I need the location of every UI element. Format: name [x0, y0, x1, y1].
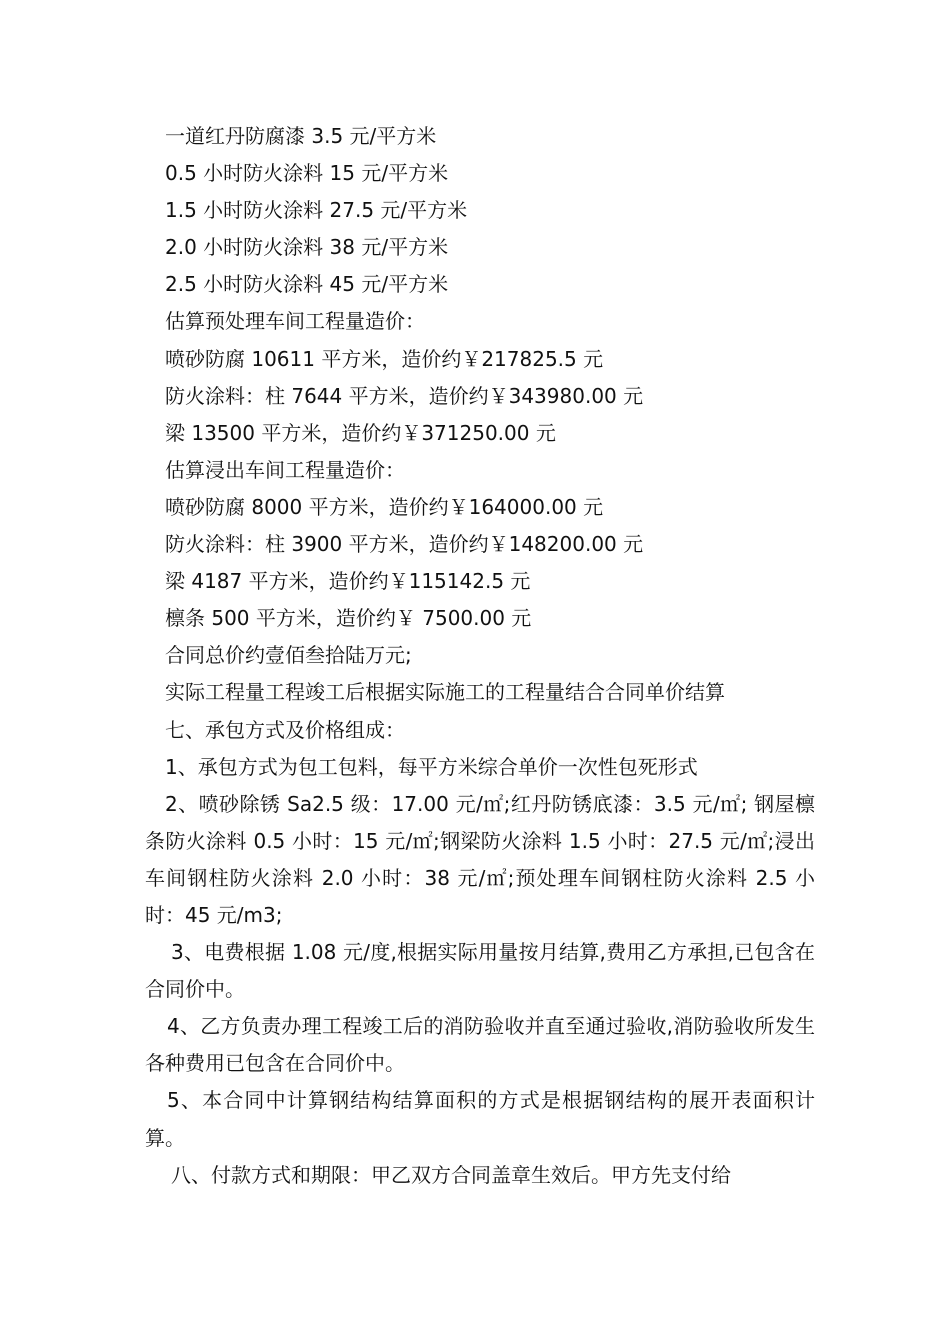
paragraph: 2、喷砂除锈 Sa2.5 级：17.00 元/㎡;红丹防锈底漆：3.5 元/㎡; 钢屋檩条防火涂料 0.5 小时：15 元/㎡;钢梁防火涂料 1.5 小时：27.5 元/㎡;浸出车间钢柱防火涂料 2.0 小时：38 元/㎡;预处理车间钢柱防火涂料 2.5 小时：45 元/m3; [145, 791, 815, 927]
text-line: 2.0 小时防火涂料 38 元/平方米 [165, 235, 449, 260]
paragraph: 5、本合同中计算钢结构结算面积的方式是根据钢结构的展开表面积计算。 [145, 1088, 815, 1150]
text-line: 喷砂防腐 10611 平方米，造价约￥217825.5 元 [165, 346, 604, 371]
text-line: 梁 4187 平方米，造价约￥115142.5 元 [165, 569, 531, 594]
text-line: 防火涂料：柱 3900 平方米，造价约￥148200.00 元 [165, 532, 644, 557]
text-line: 1.5 小时防火涂料 27.5 元/平方米 [165, 198, 468, 223]
text-line: 喷砂防腐 8000 平方米，造价约￥164000.00 元 [165, 494, 604, 519]
paragraph: 4、乙方负责办理工程竣工后的消防验收并直至通过验收,消防验收所发生各种费用已包含在合同价中。 [145, 1014, 815, 1076]
document-body [145, 118, 815, 1194]
section-heading: 八、付款方式和期限：甲乙双方合同盖章生效后。甲方先支付给 [171, 1162, 731, 1187]
section-heading: 七、承包方式及价格组成： [165, 717, 405, 742]
text-line: 实际工程量工程竣工后根据实际施工的工程量结合合同单价结算 [165, 680, 725, 705]
text-line: 檩条 500 平方米，造价约￥ 7500.00 元 [165, 606, 532, 631]
text-line: 防火涂料：柱 7644 平方米，造价约￥343980.00 元 [165, 383, 644, 408]
text-line: 1、承包方式为包工包料，每平方米综合单价一次性包死形式 [165, 754, 698, 779]
text-line: 2.5 小时防火涂料 45 元/平方米 [165, 272, 449, 297]
text-line: 0.5 小时防火涂料 15 元/平方米 [165, 161, 449, 186]
text-line: 合同总价约壹佰叁拾陆万元; [165, 643, 412, 668]
text-line: 一道红丹防腐漆 3.5 元/平方米 [165, 124, 437, 148]
section-heading: 估算浸出车间工程量造价： [165, 457, 405, 482]
paragraph: 3、电费根据 1.08 元/度,根据实际用量按月结算,费用乙方承担,已包含在合同价中。 [145, 940, 815, 1002]
section-heading: 估算预处理车间工程量造价： [165, 309, 425, 334]
text-line: 梁 13500 平方米，造价约￥371250.00 元 [165, 420, 556, 445]
